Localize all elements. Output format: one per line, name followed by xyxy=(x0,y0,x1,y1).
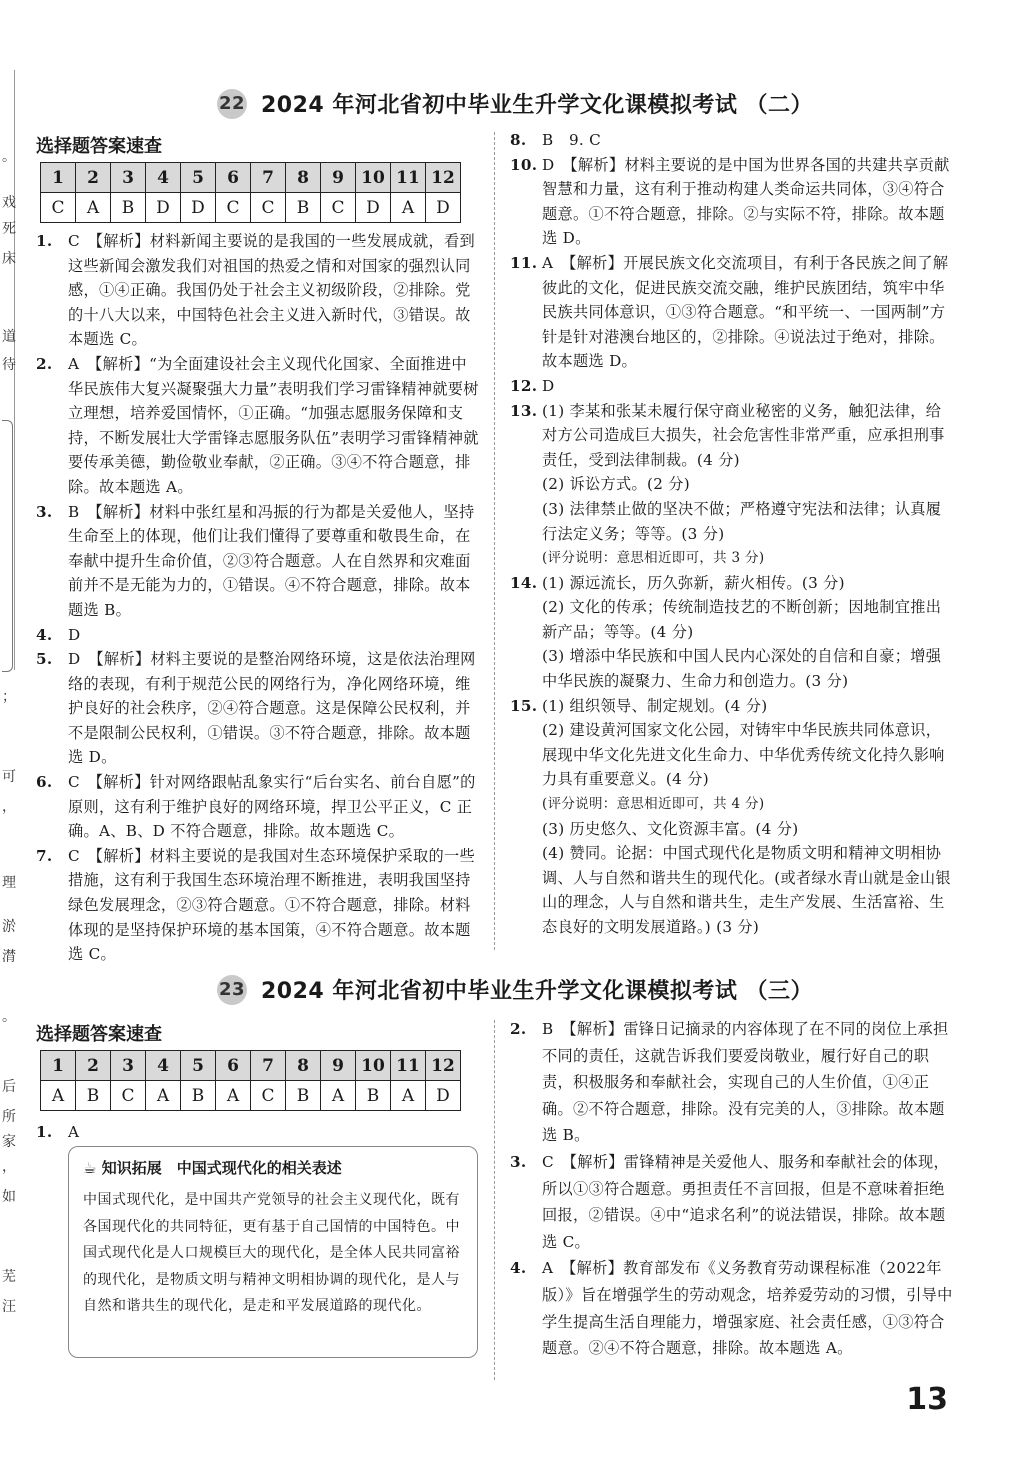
margin-char: 床 xyxy=(2,251,16,267)
sub-answer: (2) 建设黄河国家文化公园，对铸牢中华民族共同体意识，展现中华文化先进文化生命力、中华优秀传统文化持久影响力具有重要意义。(4 分) xyxy=(542,721,945,789)
question-number: 7. xyxy=(36,846,53,865)
margin-char: 待 xyxy=(2,357,16,373)
sub-answer: (2) 文化的传承；传统制造技艺的不断创新；因地制宜推出新产品；等等。(4 分) xyxy=(542,598,942,641)
margin-char: 汪 xyxy=(2,1299,16,1315)
section-number-badge: 23 xyxy=(217,975,247,1005)
margin-bracket xyxy=(2,420,13,672)
margin-char: 家 xyxy=(2,1134,16,1150)
answer-text: C 【解析】雷锋精神是关爱他人、服务和奉献社会的体现，所以①③符合题意。勇担责任不言回报，但是不意味着拒绝回报，②错误。④中“追求名利”的说法错误，排除。故本题选 C。 xyxy=(542,1152,949,1251)
question-number: 11. xyxy=(510,253,538,272)
question-number: 12. xyxy=(510,376,538,395)
answer-text: B 【解析】材料中张红星和冯振的行为都是关爱他人，坚持生命至上的体现，他们让我们懂得了要尊重和敬畏生命，在奉献中提升生命价值，②③符合题意。人在自然界和灾难面前并不是无能为力的，①错误。④不符合题意，排除。故本题选 B。 xyxy=(68,502,475,619)
answer-cell: A xyxy=(76,193,111,223)
answer-text: (1) 李某和张某未履行保守商业秘密的义务，触犯法律，给对方公司造成巨大损失，社会危害性非常严重，应承担刑事责任，受到法律制裁。(4 分) xyxy=(542,401,945,469)
sub-answer: (3) 法律禁止做的坚决不做；严格遵守宪法和法律；认真履行法定义务；等等。(3 分) xyxy=(542,499,942,543)
left-margin-strip xyxy=(0,0,22,1461)
answer-item xyxy=(510,153,956,251)
section-title xyxy=(0,974,1030,1005)
answer-text: D 【解析】材料主要说的是中国为世界各国的共建共享贡献智慧和力量，这有利于推动构建人类命运共同体，③④符合题意。①不符合题意，排除。②与实际不符，排除。故本题选 D。 xyxy=(542,155,950,248)
answer-cell: D xyxy=(181,193,216,223)
answer-cell: D xyxy=(426,1081,461,1111)
answer-text: C 【解析】针对网络跟帖乱象实行“后台实名、前台自愿”的原则，这有利于维护良好的网络环境，捍卫公平正义，C 正确。A、B、D 不符合题意，排除。故本题选 C。 xyxy=(68,773,476,841)
answer-item xyxy=(510,571,956,596)
answer-text: D xyxy=(68,625,81,644)
answer-cell: D xyxy=(146,193,181,223)
question-number-cell: 9 xyxy=(321,163,356,193)
question-number-cell: 6 xyxy=(216,163,251,193)
answer-text: C 【解析】材料主要说的是我国对生态环境保护采取的一些措施，这有利于我国生态环境治理不断推进，表明我国坚持绿色发展理念，②③符合题意。①不符合题意，排除。材料体现的是坚持保护环境的基本国策，④不符合题意。故本题选 C。 xyxy=(68,846,475,964)
answer-column-right xyxy=(510,128,956,940)
answer-item xyxy=(510,399,956,473)
question-number-cell: 4 xyxy=(146,1051,181,1081)
scoring-note: (评分说明：意思相近即可，共 3 分) xyxy=(542,550,765,567)
question-number: 6. xyxy=(36,773,53,792)
answer-text: D xyxy=(542,376,555,395)
answer-item xyxy=(36,770,482,844)
knowledge-body: 中国式现代化，是中国共产党领导的社会主义现代化，既有各国现代化的共同特征，更有基于自己国情的中国特色。中国式现代化是人口规模巨大的现代化，是全体人民共同富裕的现代化，是物质文明与精神文明相协调的现代化，是人与自然和谐共生的现代化，是走和平发展道路的现代化。 xyxy=(83,1192,460,1314)
margin-char: 死 xyxy=(2,221,16,237)
answer-cell: C xyxy=(111,1081,146,1111)
answer-cell: A xyxy=(391,193,426,223)
question-number-cell: 6 xyxy=(216,1051,251,1081)
margin-char: 。 xyxy=(2,149,16,165)
question-number: 15. xyxy=(510,696,538,715)
question-number-cell: 3 xyxy=(111,163,146,193)
answer-item xyxy=(510,374,956,399)
answer-cell: C xyxy=(251,1081,286,1111)
quickcheck-label: 选择题答案速查 xyxy=(36,136,162,157)
answer-column-left xyxy=(36,229,482,967)
answer-text: B 9. C xyxy=(542,131,602,149)
answer-item xyxy=(510,1016,956,1149)
question-number-cell: 10 xyxy=(356,163,391,193)
answer-cell: B xyxy=(111,193,146,223)
question-number-cell: 11 xyxy=(391,163,426,193)
knowledge-extension-box xyxy=(68,1146,478,1358)
answer-text: A 【解析】开展民族文化交流项目，有利于各民族之间了解彼此的文化，促进民族交流交融，维护民族团结，筑牢中华民族共同体意识，①③符合题意。“和平统一、一国两制”方针是针对港澳台地区的，②排除。④说法过于绝对，排除。故本题选 D。 xyxy=(542,253,949,371)
question-number: 4. xyxy=(510,1259,527,1278)
question-number: 1. xyxy=(36,232,53,250)
section-title xyxy=(0,88,1030,119)
answer-cell: A xyxy=(216,1081,251,1111)
answer-item xyxy=(36,844,482,967)
section-number-badge: 22 xyxy=(217,89,247,119)
answer-item xyxy=(510,251,956,374)
answer-cell: D xyxy=(426,193,461,223)
answer-item xyxy=(36,229,482,352)
answer-cell: C xyxy=(321,193,356,223)
answer-text: A 【解析】教育部发布《义务教育劳动课程标准（2022年版）》旨在增强学生的劳动观念，培养爱劳动的习惯，引导中学生提高生活自理能力，增强家庭、社会责任感，①③符合题意。②④不符合题意，排除。故本题选 A。 xyxy=(542,1259,953,1358)
margin-char: ， xyxy=(2,1159,16,1175)
question-number-cell: 8 xyxy=(286,163,321,193)
answer-text: C 【解析】材料新闻主要说的是我国的一些发展成就，看到这些新闻会激发我们对祖国的热爱之情和对国家的强烈认同感，①④正确。我国仍处于社会主义初级阶段，②排除。党的十八大以来，中国特色社会主义进入新时代，③错误。故本题选 C。 xyxy=(68,232,475,349)
answer-text: (1) 源远流长，历久弥新，薪火相传。(3 分) xyxy=(542,573,845,592)
answer-cell: B xyxy=(356,1081,391,1111)
answer-text: A xyxy=(68,1123,80,1141)
margin-char: ， xyxy=(2,799,16,815)
answer-text: B 【解析】雷锋日记摘录的内容体现了在不同的岗位上承担不同的责任，这就告诉我们要爱岗敬业，履行好自己的职责，积极服务和奉献社会，实现自己的人生价值，①④正确。②不符合题意，排除。没有完美的人，③排除。故本题选 B。 xyxy=(542,1020,949,1145)
knowledge-label: 知识拓展 xyxy=(101,1159,162,1177)
question-number: 10. xyxy=(510,155,538,174)
question-number: 4. xyxy=(36,625,53,644)
question-number: 5. xyxy=(36,650,53,669)
answer-table xyxy=(40,1050,461,1111)
answer-cell: D xyxy=(356,193,391,223)
knowledge-header xyxy=(83,1157,342,1178)
column-divider xyxy=(494,1020,495,1380)
margin-char: 。 xyxy=(2,1009,16,1025)
sub-answer: (3) 增添中华民族和中国人民内心深处的自信和自豪；增强中华民族的凝聚力、生命力和创造力。(3 分) xyxy=(542,647,942,691)
question-number-cell: 7 xyxy=(251,163,286,193)
answer-table xyxy=(40,162,461,223)
question-number-cell: 5 xyxy=(181,1051,216,1081)
margin-char: ； xyxy=(2,689,16,705)
margin-char: 理 xyxy=(2,875,16,891)
margin-char: 戏 xyxy=(2,195,16,211)
question-number-cell: 5 xyxy=(181,163,216,193)
answer-item xyxy=(510,128,956,153)
question-number: 2. xyxy=(510,1020,527,1038)
answer-item xyxy=(510,1255,956,1361)
question-number: 13. xyxy=(510,401,538,420)
question-number-cell: 1 xyxy=(41,163,76,193)
question-number: 8. xyxy=(510,131,527,149)
section-title-text: 2024 年河北省初中毕业生升学文化课模拟考试 （二） xyxy=(260,93,814,118)
answer-cell: A xyxy=(41,1081,76,1111)
page-number: 13 xyxy=(906,1382,948,1417)
margin-char: 芜 xyxy=(2,1269,16,1285)
answer-column-left xyxy=(36,1120,482,1145)
sub-answer: (2) 诉讼方式。(2 分) xyxy=(542,475,691,494)
margin-char: 淤 xyxy=(2,919,16,935)
margin-char: 潸 xyxy=(2,949,16,965)
question-number: 1. xyxy=(36,1123,53,1141)
sub-answer: (4) 赞同。论据：中国式现代化是物质文明和精神文明相协调、人与自然和谐共生的现代化。(或者绿水青山就是金山银山的理念，人与自然和谐共生，走生产发展、生活富裕、生态良好的文明发展道路。) (3 分) xyxy=(542,844,951,936)
answer-cell: B xyxy=(181,1081,216,1111)
sub-answer: (3) 历史悠久、文化资源丰富。(4 分) xyxy=(542,819,799,838)
question-number-cell: 9 xyxy=(321,1051,356,1081)
answer-text: A 【解析】“为全面建设社会主义现代化国家、全面推进中华民族伟大复兴凝聚强大力量”表明我们学习雷锋精神就要树立理想，培养爱国情怀，①正确。“加强志愿服务保障和支持，不断发展壮大学雷锋志愿服务队伍”表明学习雷锋精神就要传承美德，勤俭敬业奉献，②正确。③④不符合题意，排除。故本题选 A。 xyxy=(68,354,479,496)
question-number-cell: 12 xyxy=(426,1051,461,1081)
question-number-cell: 11 xyxy=(391,1051,426,1081)
margin-char: 如 xyxy=(2,1189,16,1205)
question-number: 2. xyxy=(36,354,53,373)
question-number-cell: 8 xyxy=(286,1051,321,1081)
question-number: 14. xyxy=(510,573,538,592)
answer-column-right xyxy=(510,1016,956,1362)
answer-cell: A xyxy=(391,1081,426,1111)
answer-item xyxy=(510,694,956,719)
question-number-cell: 4 xyxy=(146,163,181,193)
answer-item xyxy=(36,500,482,623)
answer-cell: B xyxy=(286,1081,321,1111)
question-number-cell: 7 xyxy=(251,1051,286,1081)
scoring-note: (评分说明：意思相近即可，共 4 分) xyxy=(542,796,765,813)
question-number-cell: 2 xyxy=(76,163,111,193)
answer-text: (1) 组织领导、制定规划。(4 分) xyxy=(542,696,768,715)
cup-icon: ☕ xyxy=(83,1159,97,1177)
margin-char: 后 xyxy=(2,1079,16,1095)
section-title-text: 2024 年河北省初中毕业生升学文化课模拟考试 （三） xyxy=(260,979,814,1004)
answer-cell: C xyxy=(41,193,76,223)
answer-cell: B xyxy=(76,1081,111,1111)
question-number-cell: 12 xyxy=(426,163,461,193)
answer-item xyxy=(36,647,482,770)
quickcheck-label: 选择题答案速查 xyxy=(36,1024,162,1045)
answer-item xyxy=(36,352,482,500)
question-number-cell: 10 xyxy=(356,1051,391,1081)
column-divider xyxy=(494,132,495,950)
margin-char: 道 xyxy=(2,329,16,345)
answer-cell: A xyxy=(146,1081,181,1111)
question-number-cell: 3 xyxy=(111,1051,146,1081)
margin-char: 所 xyxy=(2,1109,16,1125)
answer-item xyxy=(36,623,482,648)
knowledge-heading: 中国式现代化的相关表述 xyxy=(176,1159,342,1177)
answer-text: D 【解析】材料主要说的是整治网络环境，这是依法治理网络的表现，有利于规范公民的网络行为，净化网络环境，维护良好的社会秩序，②④符合题意。这是保障公民权利，并不是限制公民权利，①错误。③不符合题意，排除。故本题选 D。 xyxy=(68,650,476,767)
question-number-cell: 1 xyxy=(41,1051,76,1081)
answer-item xyxy=(36,1120,482,1145)
margin-char: 可 xyxy=(2,769,16,785)
answer-cell: C xyxy=(216,193,251,223)
question-number: 3. xyxy=(510,1152,527,1171)
answer-item xyxy=(510,1149,956,1255)
question-number-cell: 2 xyxy=(76,1051,111,1081)
answer-cell: A xyxy=(321,1081,356,1111)
answer-cell: B xyxy=(286,193,321,223)
question-number: 3. xyxy=(36,502,53,521)
answer-cell: C xyxy=(251,193,286,223)
